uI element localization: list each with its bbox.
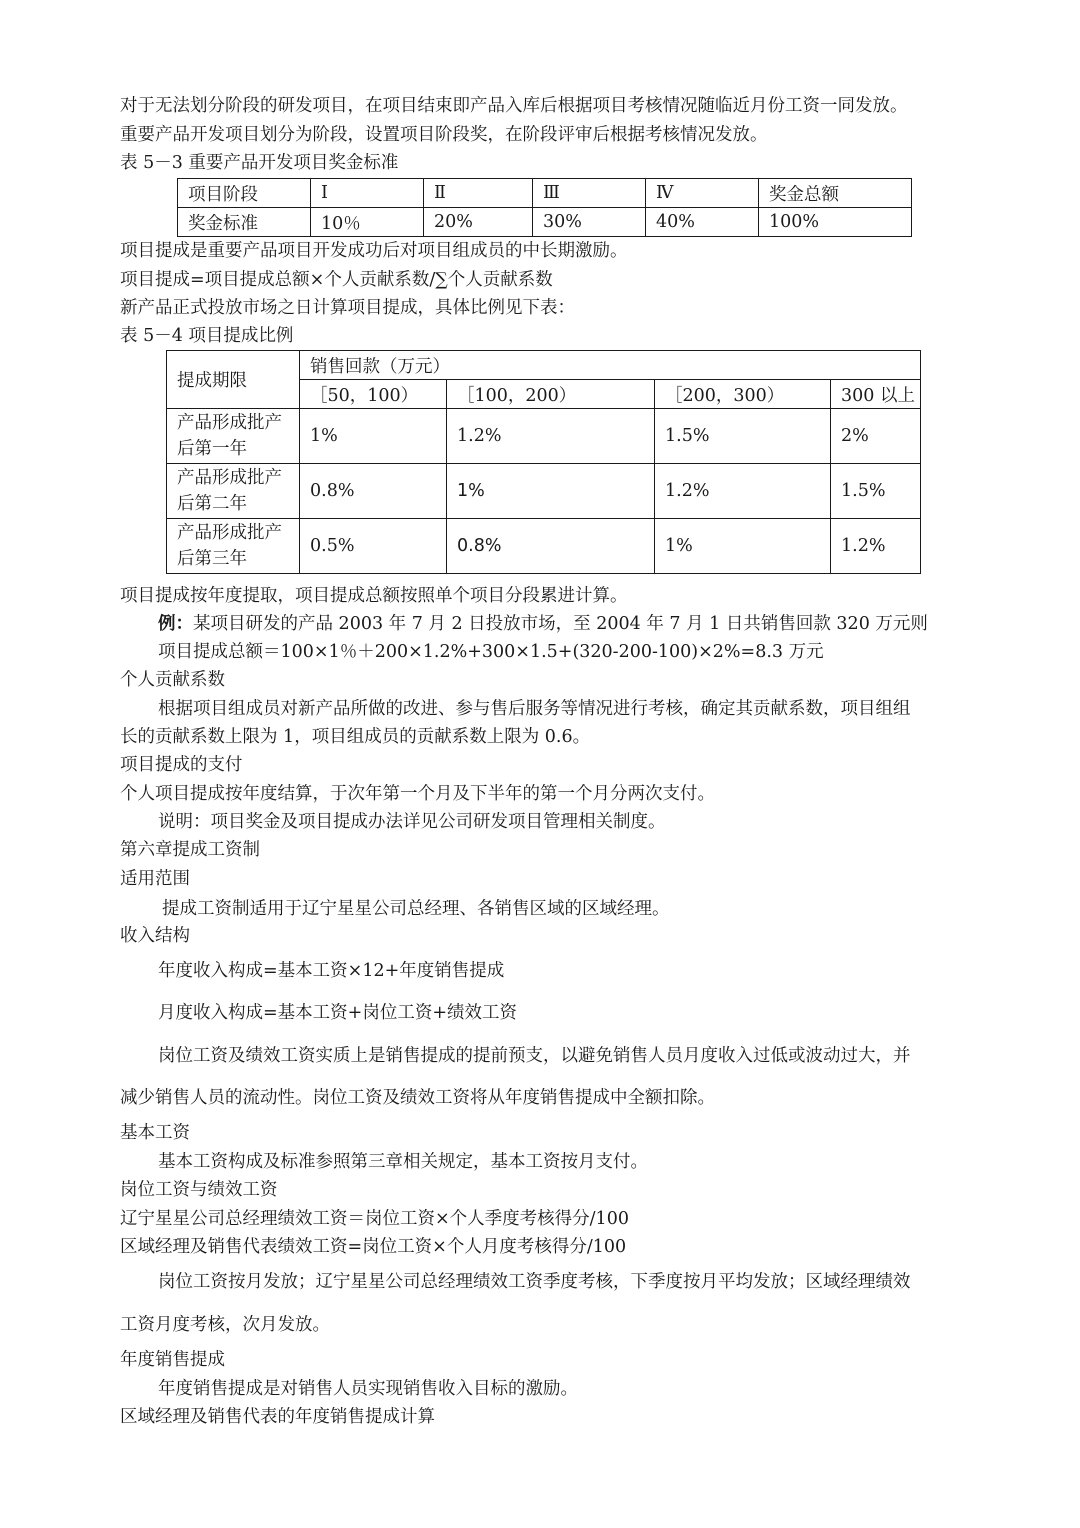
formula-line: 区域经理及销售代表绩效工资=岗位工资×个人月度考核得分/100 xyxy=(120,1237,627,1257)
table-cell: 1.2% xyxy=(831,519,921,574)
formula-line: 年度收入构成=基本工资×12+年度销售提成 xyxy=(158,961,505,981)
section-heading: 年度销售提成 xyxy=(120,1350,225,1370)
table-cell: Ⅳ xyxy=(646,179,759,208)
table-caption: 表 5－3 重要产品开发项目奖金标准 xyxy=(120,153,399,173)
paragraph-line: 根据项目组成员对新产品所做的改进、参与售后服务等情况进行考核，确定其贡献系数，项目组组 xyxy=(158,699,911,719)
paragraph-line: 项目提成按年度提取，项目提成总额按照单个项目分段累进计算。 xyxy=(120,586,628,606)
table-cell: 300 以上 xyxy=(831,380,921,409)
paragraph-line: 对于无法划分阶段的研发项目，在项目结束即产品入库后根据项目考核情况随临近月份工资一同发放。 xyxy=(120,96,908,116)
table-cell: 1% xyxy=(300,409,447,464)
example-line xyxy=(158,612,928,636)
table-row xyxy=(178,208,912,237)
table-row xyxy=(167,409,921,464)
bonus-standard-table xyxy=(177,178,912,237)
table-cell: 产品形成批产后第一年 xyxy=(167,409,300,464)
table-cell: Ⅱ xyxy=(424,179,533,208)
table-cell: 提成期限 xyxy=(167,351,300,409)
table-row xyxy=(167,464,921,519)
table-cell: 0.5% xyxy=(300,519,447,574)
table-cell: ［100，200） xyxy=(447,380,655,409)
table-cell: 0.8% xyxy=(300,464,447,519)
commission-ratio-table xyxy=(166,350,921,574)
section-heading: 基本工资 xyxy=(120,1123,190,1143)
section-heading: 个人贡献系数 xyxy=(120,670,225,690)
table-cell: 销售回款（万元） xyxy=(300,351,921,380)
paragraph-line: 年度销售提成是对销售人员实现销售收入目标的激励。 xyxy=(158,1379,578,1399)
table-cell: 20% xyxy=(424,208,533,237)
table-cell: ［200，300） xyxy=(655,380,831,409)
table-cell: 产品形成批产后第二年 xyxy=(167,464,300,519)
paragraph-line: 岗位工资及绩效工资实质上是销售提成的提前预支，以避免销售人员月度收入过低或波动过大，并 xyxy=(158,1046,911,1066)
example-label: 例： xyxy=(158,614,193,634)
table-cell: 30% xyxy=(533,208,646,237)
table-cell: 1.2% xyxy=(655,464,831,519)
paragraph-line: 项目提成是重要产品项目开发成功后对项目组成员的中长期激励。 xyxy=(120,241,628,261)
table-cell: 100% xyxy=(759,208,912,237)
table-row xyxy=(178,179,912,208)
paragraph-line: 长的贡献系数上限为 1，项目组成员的贡献系数上限为 0.6。 xyxy=(120,727,591,747)
table-cell: 产品形成批产后第三年 xyxy=(167,519,300,574)
section-heading: 区域经理及销售代表的年度销售提成计算 xyxy=(120,1407,435,1427)
table-cell: 奖金标准 xyxy=(178,208,311,237)
chapter-heading: 第六章提成工资制 xyxy=(120,840,260,860)
formula-line: 辽宁星星公司总经理绩效工资＝岗位工资×个人季度考核得分/100 xyxy=(120,1209,629,1229)
table-caption: 表 5－4 项目提成比例 xyxy=(120,326,294,346)
paragraph-line: 岗位工资按月发放；辽宁星星公司总经理绩效工资季度考核，下季度按月平均发放；区域经理绩效 xyxy=(158,1272,911,1292)
note-line: 说明：项目奖金及项目提成办法详见公司研发项目管理相关制度。 xyxy=(158,812,666,832)
table-cell: 1.5% xyxy=(655,409,831,464)
table-row xyxy=(167,351,921,380)
table-row xyxy=(167,519,921,574)
table-cell: 1% xyxy=(655,519,831,574)
section-heading: 适用范围 xyxy=(120,869,190,889)
paragraph-line: 个人项目提成按年度结算，于次年第一个月及下半年的第一个月分两次支付。 xyxy=(120,784,715,804)
table-cell: 2% xyxy=(831,409,921,464)
table-cell: 10％ xyxy=(311,208,424,237)
paragraph-line: 工资月度考核，次月发放。 xyxy=(120,1315,330,1335)
formula-line: 月度收入构成=基本工资+岗位工资+绩效工资 xyxy=(158,1003,517,1023)
paragraph-line: 提成工资制适用于辽宁星星公司总经理、各销售区域的区域经理。 xyxy=(162,899,670,919)
example-text: 某项目研发的产品 2003 年 7 月 2 日投放市场，至 2004 年 7 月 1 日共销售回款 320 万元则 xyxy=(193,614,928,634)
paragraph-line: 减少销售人员的流动性。岗位工资及绩效工资将从年度销售提成中全额扣除。 xyxy=(120,1088,715,1108)
formula-line: 项目提成总额＝100×1％＋200×1.2%+300×1.5+(320-200-100)×2%=8.3 万元 xyxy=(158,642,824,662)
table-cell: Ⅲ xyxy=(533,179,646,208)
section-heading: 收入结构 xyxy=(120,926,190,946)
paragraph-line: 基本工资构成及标准参照第三章相关规定，基本工资按月支付。 xyxy=(158,1152,648,1172)
paragraph-line: 新产品正式投放市场之日计算项目提成，具体比例见下表： xyxy=(120,298,575,318)
table-cell: 0.8% xyxy=(447,519,655,574)
table-cell: 40% xyxy=(646,208,759,237)
section-heading: 项目提成的支付 xyxy=(120,755,243,775)
table-cell: ［50，100） xyxy=(300,380,447,409)
table-cell: Ⅰ xyxy=(311,179,424,208)
table-cell: 1.2% xyxy=(447,409,655,464)
table-cell: 1.5% xyxy=(831,464,921,519)
table-cell: 奖金总额 xyxy=(759,179,912,208)
paragraph-line: 项目提成=项目提成总额×个人贡献系数/∑个人贡献系数 xyxy=(120,270,553,290)
table-cell: 1% xyxy=(447,464,655,519)
section-heading: 岗位工资与绩效工资 xyxy=(120,1180,278,1200)
paragraph-line: 重要产品开发项目划分为阶段，设置项目阶段奖，在阶段评审后根据考核情况发放。 xyxy=(120,125,768,145)
table-cell: 项目阶段 xyxy=(178,179,311,208)
